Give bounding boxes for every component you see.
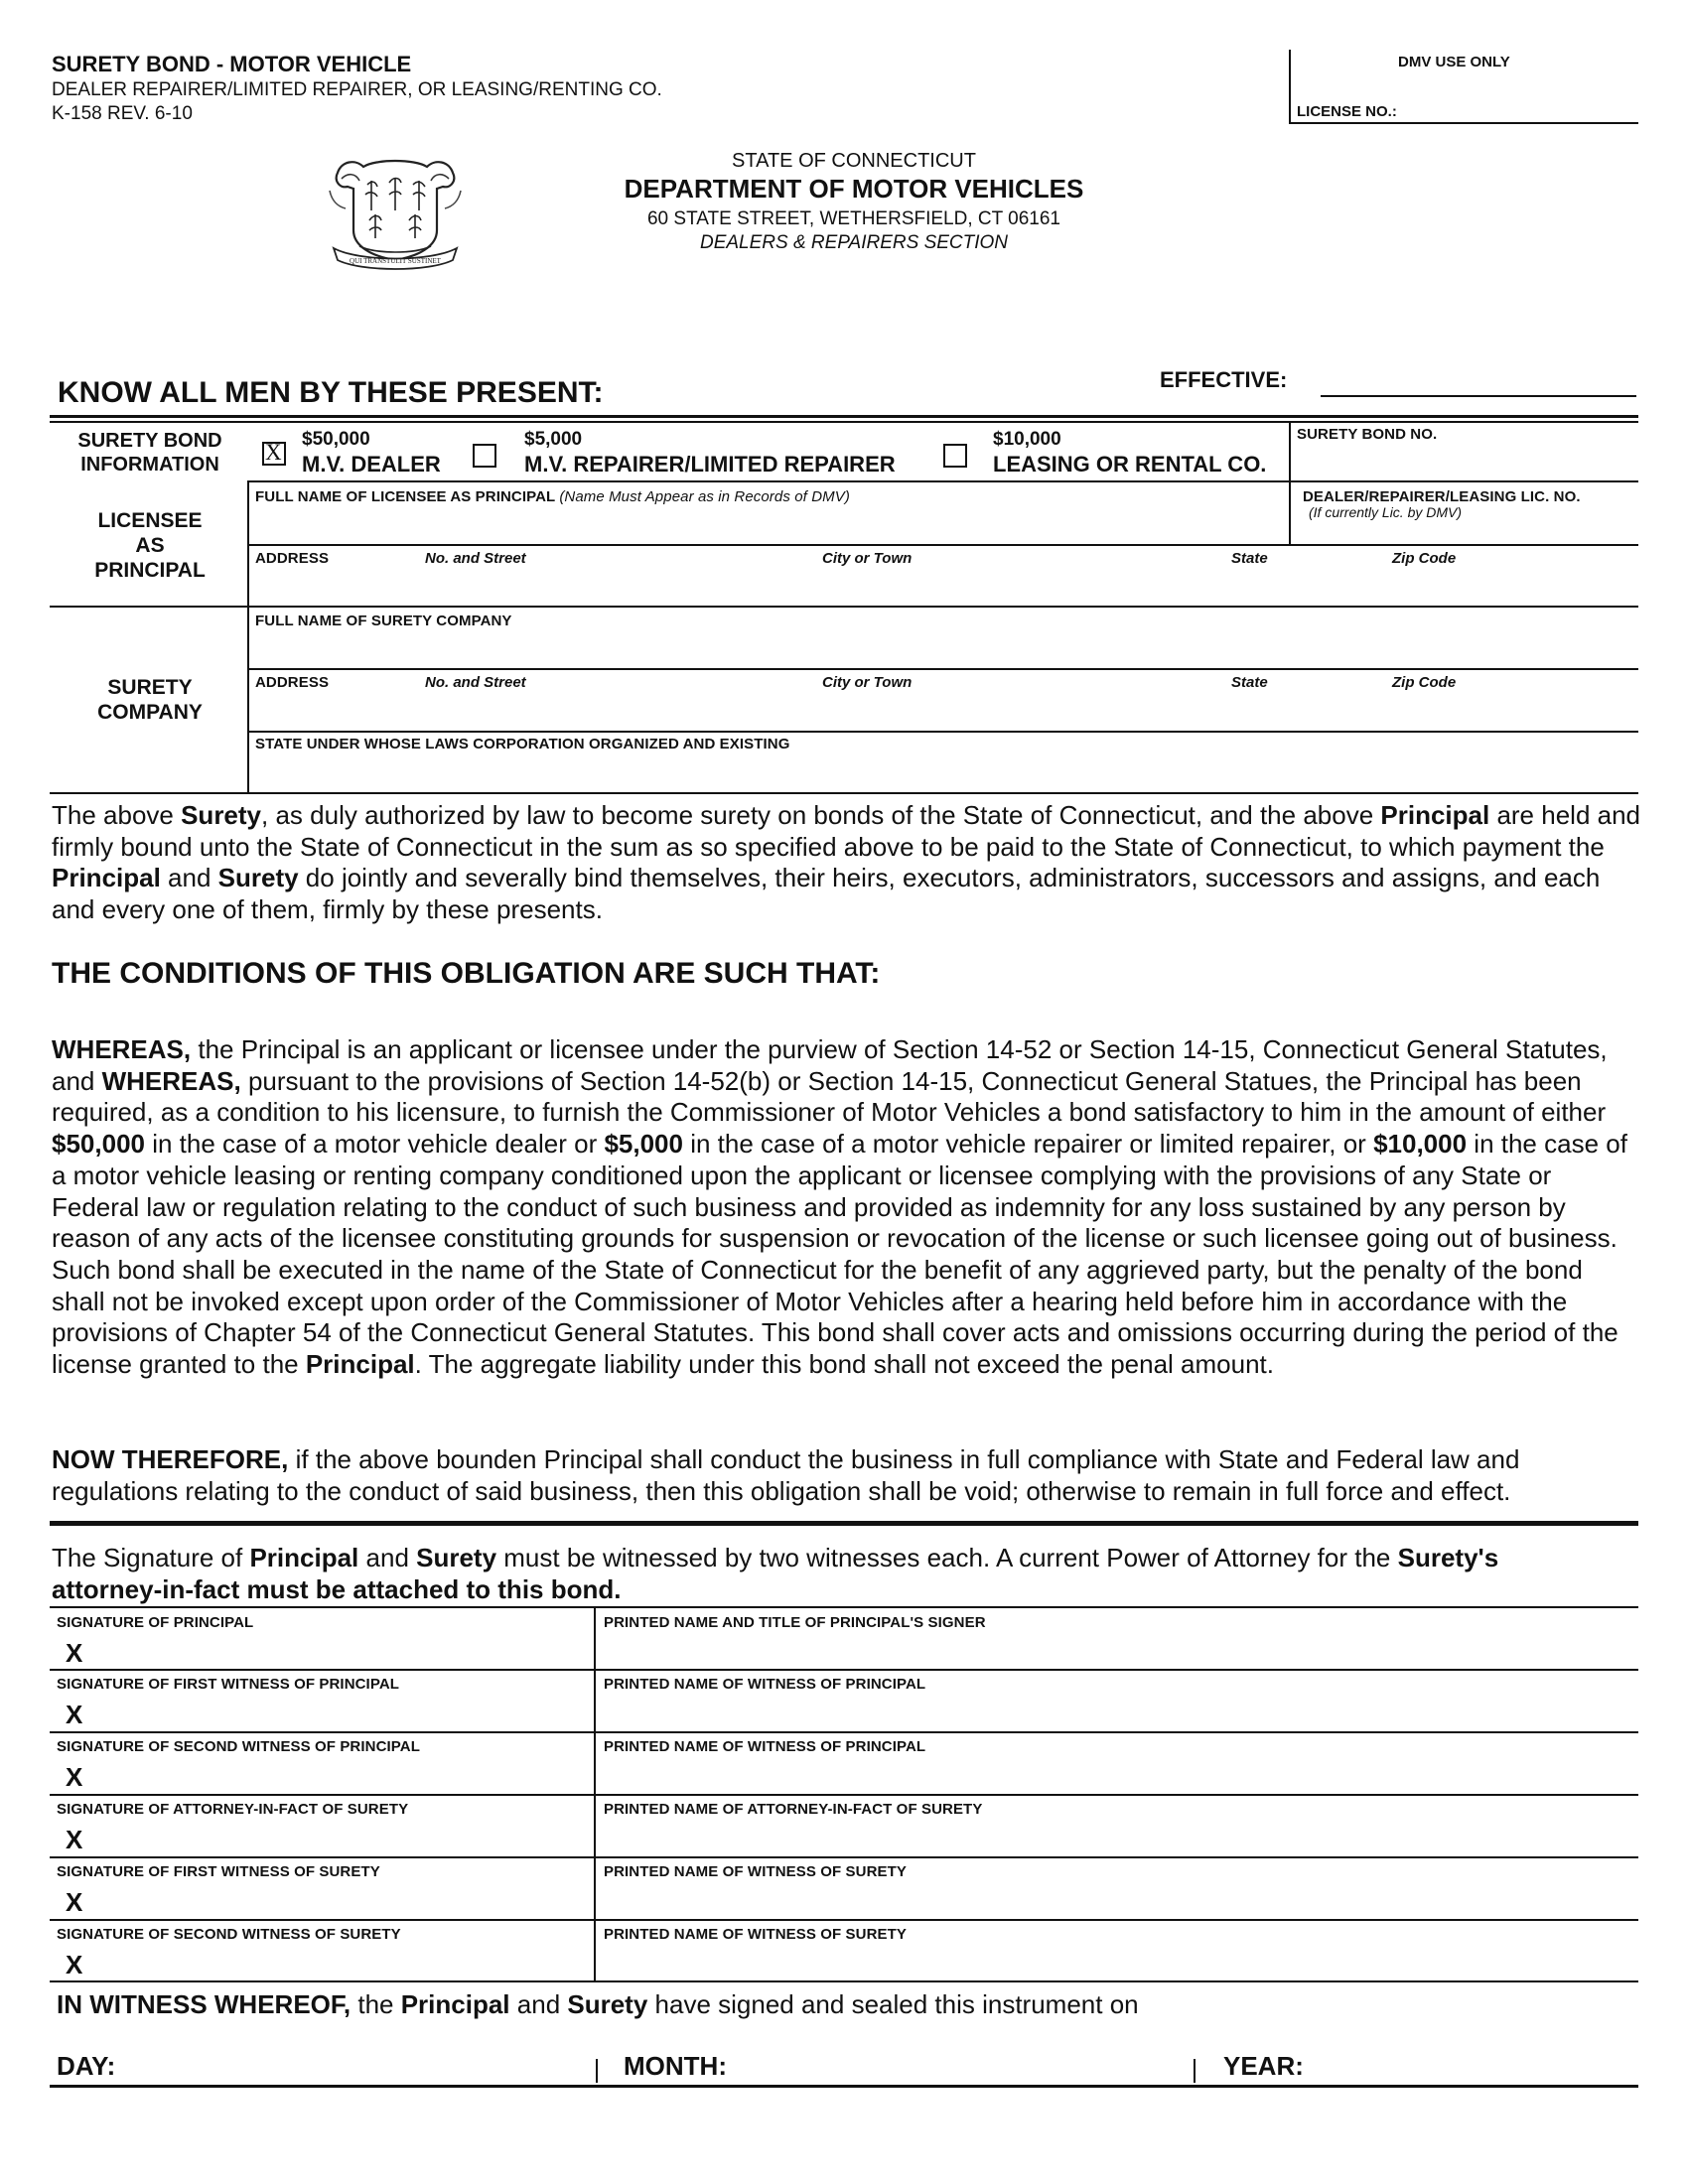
- option-repairer-label: M.V. REPAIRER/LIMITED REPAIRER: [524, 452, 896, 477]
- printed-attorney-field[interactable]: [602, 1823, 1634, 1852]
- p1-t2: , as duly authorized by law to become surety on bonds of the State of Connecticut, and the above: [261, 800, 1381, 830]
- w-t3: have signed and sealed this instrument on: [647, 1989, 1139, 2019]
- sn-b4: attorney-in-fact must be attached to this bond.: [52, 1573, 622, 1604]
- signature-section-rule: [50, 1521, 1638, 1526]
- printed-first-witness-principal-field[interactable]: [602, 1698, 1634, 1727]
- p1-t3: are held and firmly bound unto the State of Connecticut in the sum as so specified above to be paid to the State of Connecticut, to which payment the: [52, 800, 1641, 862]
- w-b2: Principal: [400, 1989, 510, 2019]
- day-field[interactable]: [139, 2049, 586, 2081]
- surety-street-label: No. and Street: [425, 674, 526, 691]
- p1-t5: do jointly and severally bind themselves, their heirs, executors, administrators, successors and assigns, and each and every one of them, firmly by these presents.: [52, 863, 1601, 925]
- printed-second-witness-surety-field[interactable]: [602, 1948, 1634, 1978]
- sig-second-witness-surety-label: SIGNATURE OF SECOND WITNESS OF SURETY: [57, 1926, 401, 1943]
- surety-state-org-label: STATE UNDER WHOSE LAWS CORPORATION ORGANIZED AND EXISTING: [255, 736, 790, 752]
- dmv-box-left-border: [1289, 50, 1291, 124]
- month-field[interactable]: [741, 2049, 1186, 2081]
- sn-t1: The Signature of: [52, 1543, 250, 1572]
- w-t2: and: [509, 1989, 568, 2019]
- sig-row-3-line: [50, 1856, 1638, 1858]
- licensee-full-name-text: FULL NAME OF LICENSEE AS PRINCIPAL: [255, 488, 556, 505]
- sig-second-witness-surety-x: X: [66, 1950, 83, 1979]
- repairer-checkbox[interactable]: [473, 444, 496, 468]
- option-dealer-label: M.V. DEALER: [302, 452, 441, 477]
- p2-b6: Principal: [305, 1349, 415, 1380]
- p1-b1: Surety: [181, 800, 262, 830]
- day-month-separator: [596, 2059, 598, 2083]
- seal-motto: QUI TRANSTULIT SUSTINET: [350, 257, 441, 265]
- whereas-paragraph: [52, 1034, 1640, 1381]
- dmv-use-only-label: DMV USE ONLY: [1398, 54, 1510, 70]
- conditions-heading: THE CONDITIONS OF THIS OBLIGATION ARE SUCH THAT:: [52, 957, 881, 990]
- licensee-full-name-note: (Name Must Appear as in Records of DMV): [559, 488, 850, 505]
- sig-first-witness-surety-label: SIGNATURE OF FIRST WITNESS OF SURETY: [57, 1863, 380, 1880]
- row-line-surety-name: [248, 668, 1638, 670]
- option-leasing-amount: $10,000: [993, 429, 1061, 450]
- surety-address-field[interactable]: [254, 693, 1634, 727]
- printed-attorney-label: PRINTED NAME OF ATTORNEY-IN-FACT OF SURETY: [604, 1801, 983, 1818]
- license-no-label: LICENSE NO.:: [1297, 103, 1397, 120]
- surety-full-name-label: FULL NAME OF SURETY COMPANY: [255, 613, 512, 629]
- printed-principal-field[interactable]: [602, 1636, 1634, 1666]
- dealer-checkbox[interactable]: [262, 442, 286, 466]
- printed-first-witness-surety-field[interactable]: [602, 1885, 1634, 1915]
- sig-row-2-line: [50, 1794, 1638, 1796]
- sig-row-5-line: [50, 1980, 1638, 1982]
- printed-principal-label: PRINTED NAME AND TITLE OF PRINCIPAL'S SIGNER: [604, 1614, 986, 1631]
- sn-b2: Surety: [416, 1543, 497, 1572]
- dmv-box-bottom-border: [1289, 122, 1638, 124]
- surety-label: [56, 675, 244, 725]
- sig-attorney-label: SIGNATURE OF ATTORNEY-IN-FACT OF SURETY: [57, 1801, 409, 1818]
- p2-t2: pursuant to the provisions of Section 14-52(b) or Section 14-15, Connecticut General Statues, the Principal has been required, as a condition to his licensure, to furnish the Commissioner of Motor Vehicles a bond satisfactory to him in the amount of either: [52, 1065, 1607, 1128]
- dealer-lic-no-field[interactable]: [1297, 522, 1634, 544]
- p1-b3: Principal: [52, 863, 161, 893]
- sig-second-witness-surety-field[interactable]: [95, 1948, 588, 1978]
- p3-t1: if the above bounden Principal shall conduct the business in full compliance with State and Federal law and regulations relating to the conduct of said business, then this obligation shall be void; otherwise to remain in full force and effect.: [52, 1444, 1520, 1506]
- leasing-checkbox[interactable]: [943, 444, 967, 468]
- sig-first-witness-principal-label: SIGNATURE OF FIRST WITNESS OF PRINCIPAL: [57, 1676, 400, 1693]
- sig-principal-x: X: [66, 1638, 83, 1668]
- sn-t2: and: [358, 1543, 417, 1572]
- sig-attorney-field[interactable]: [95, 1823, 588, 1852]
- licensee-street-label: No. and Street: [425, 550, 526, 567]
- surety-address-label: ADDRESS: [255, 674, 330, 691]
- bond-no-divider: [1289, 421, 1291, 544]
- row-line-licensee-address: [50, 606, 1638, 608]
- option-dealer-amount: $50,000: [302, 429, 370, 450]
- p2-t1: the Principal is an applicant or licensee under the purview of Section 14-52 or Section 14-15, Connecticut General Statutes, and: [52, 1034, 1608, 1096]
- sig-first-witness-surety-x: X: [66, 1887, 83, 1917]
- p1-b2: Principal: [1380, 800, 1490, 830]
- licensee-label: [56, 508, 244, 583]
- bond-info-label: [56, 429, 244, 477]
- sig-first-witness-surety-field[interactable]: [95, 1885, 588, 1915]
- licensee-state-label: State: [1231, 550, 1268, 567]
- witness-statement: [57, 1989, 1139, 2020]
- licensee-full-name-label: [255, 488, 850, 505]
- month-label: MONTH:: [624, 2051, 727, 2081]
- p2-t4: in the case of a motor vehicle repairer or limited repairer, or: [682, 1129, 1374, 1160]
- sig-attorney-x: X: [66, 1825, 83, 1854]
- option-repairer-amount: $5,000: [524, 429, 583, 450]
- table-bottom-rule: [50, 792, 1638, 794]
- date-line: [50, 2085, 1638, 2088]
- sig-table-top: [50, 1606, 1638, 1608]
- p3-b1: NOW THEREFORE,: [52, 1444, 289, 1474]
- sig-first-witness-principal-field[interactable]: [95, 1698, 588, 1727]
- surety-state-org-field[interactable]: [254, 754, 1634, 788]
- surety-zip-label: Zip Code: [1392, 674, 1457, 691]
- printed-second-witness-principal-field[interactable]: [602, 1760, 1634, 1790]
- w-b3: Surety: [567, 1989, 648, 2019]
- printed-second-witness-principal-label: PRINTED NAME OF WITNESS OF PRINCIPAL: [604, 1738, 926, 1755]
- surety-label-line2: COMPANY: [97, 701, 203, 724]
- signature-note: [52, 1543, 1640, 1605]
- sig-row-0-line: [50, 1669, 1638, 1671]
- row-line-bond: [248, 480, 1638, 482]
- p2-b3: $50,000: [52, 1129, 145, 1160]
- sig-first-witness-principal-x: X: [66, 1700, 83, 1729]
- licensee-city-label: City or Town: [822, 550, 913, 567]
- p2-b5: $10,000: [1373, 1129, 1468, 1160]
- know-all-heading: KNOW ALL MEN BY THESE PRESENT:: [58, 376, 604, 409]
- sig-principal-field[interactable]: [95, 1636, 588, 1666]
- bond-info-label-line1: SURETY BOND: [77, 430, 222, 452]
- day-label: DAY:: [57, 2051, 116, 2081]
- row-line-licensee-name: [248, 544, 1638, 546]
- agency-department: DEPARTMENT OF MOTOR VEHICLES: [624, 174, 1084, 204]
- option-leasing-label: LEASING OR RENTAL CO.: [993, 452, 1267, 477]
- sn-b1: Principal: [249, 1543, 359, 1572]
- effective-date-line: [1321, 395, 1636, 397]
- printed-second-witness-surety-label: PRINTED NAME OF WITNESS OF SURETY: [604, 1926, 907, 1943]
- bond-paragraph: [52, 800, 1640, 926]
- year-field[interactable]: [1313, 2049, 1634, 2081]
- p2-t5: in the case of a motor vehicle leasing or renting company conditioned upon the applicant or licensee complying with the provisions of any State or Federal law or regulation relating to the conduct of such business and provided as indemnity for any loss sustained by any person by reason of any acts of the licensee constituting grounds for suspension or revocation of the license or such licensee going out of business. Such bond shall be executed in the name of the State of Connecticut for the benefit of any aggrieved party, but the penalty of the bond shall not be invoked except upon order of the Commissioner of Motor Vehicles after a hearing held before him in accordance with the provisions of Chapter 54 of the Connecticut General Statutes. This bond shall cover acts and omissions occurring during the period of the license granted to the: [52, 1129, 1627, 1380]
- sn-t3: must be witnessed by two witnesses each. A current Power of Attorney for the: [496, 1543, 1398, 1572]
- sig-row-4-line: [50, 1919, 1638, 1921]
- printed-first-witness-principal-label: PRINTED NAME OF WITNESS OF PRINCIPAL: [604, 1676, 926, 1693]
- effective-label: EFFECTIVE:: [1160, 367, 1288, 392]
- licensee-address-field[interactable]: [254, 570, 1634, 604]
- sig-second-witness-principal-label: SIGNATURE OF SECOND WITNESS OF PRINCIPAL: [57, 1738, 420, 1755]
- p2-b4: $5,000: [604, 1129, 683, 1160]
- licensee-zip-label: Zip Code: [1392, 550, 1457, 567]
- dealer-lic-no-label: DEALER/REPAIRER/LEASING LIC. NO.: [1303, 488, 1581, 505]
- row-line-surety-address: [248, 731, 1638, 733]
- w-b1: IN WITNESS WHEREOF,: [57, 1989, 352, 2019]
- agency-address: 60 STATE STREET, WETHERSFIELD, CT 06161: [646, 208, 1060, 229]
- sig-row-1-line: [50, 1731, 1638, 1733]
- surety-label-line1: SURETY: [107, 676, 193, 699]
- p1-b4: Surety: [217, 863, 299, 893]
- form-number: K-158 REV. 6-10: [52, 103, 193, 124]
- month-year-separator: [1194, 2059, 1196, 2083]
- sig-second-witness-principal-field[interactable]: [95, 1760, 588, 1790]
- licensee-label-line1: LICENSEE: [97, 509, 203, 532]
- surety-bond-no-label: SURETY BOND NO.: [1297, 426, 1438, 443]
- p1-t4: and: [160, 863, 218, 893]
- table-top-rule: [50, 415, 1638, 418]
- surety-city-label: City or Town: [822, 674, 913, 691]
- label-column-divider: [247, 480, 249, 792]
- licensee-full-name-field[interactable]: [254, 508, 1283, 542]
- connecticut-seal: [320, 151, 471, 274]
- printed-first-witness-surety-label: PRINTED NAME OF WITNESS OF SURETY: [604, 1863, 907, 1880]
- w-t1: the: [351, 1989, 401, 2019]
- sig-second-witness-principal-x: X: [66, 1762, 83, 1792]
- licensee-label-line3: PRINCIPAL: [94, 559, 206, 582]
- licensee-address-label: ADDRESS: [255, 550, 330, 567]
- agency-state: STATE OF CONNECTICUT: [732, 150, 976, 172]
- p1-t1: The above: [52, 800, 182, 830]
- surety-state-label: State: [1231, 674, 1268, 691]
- form-subtitle: DEALER REPAIRER/LIMITED REPAIRER, OR LEASING/RENTING CO.: [52, 79, 662, 100]
- surety-full-name-field[interactable]: [254, 631, 1634, 665]
- agency-section: DEALERS & REPAIRERS SECTION: [699, 232, 1009, 253]
- dealer-checkbox-mark: X: [265, 440, 282, 465]
- p2-t6: . The aggregate liability under this bond shall not exceed the penal amount.: [414, 1349, 1274, 1380]
- now-therefore-paragraph: [52, 1444, 1640, 1507]
- effective-date-field[interactable]: [1321, 367, 1636, 393]
- licensee-label-line2: AS: [135, 534, 165, 557]
- sn-b3: Surety's: [1397, 1543, 1499, 1572]
- p2-t3: in the case of a motor vehicle dealer or: [144, 1129, 605, 1160]
- p2-b1: WHEREAS,: [52, 1034, 192, 1064]
- sig-principal-label: SIGNATURE OF PRINCIPAL: [57, 1614, 254, 1631]
- form-title: SURETY BOND - MOTOR VEHICLE: [52, 52, 412, 76]
- bond-info-label-line2: INFORMATION: [80, 454, 219, 476]
- p2-b2: WHEREAS,: [101, 1065, 241, 1096]
- dealer-lic-no-note: (If currently Lic. by DMV): [1309, 504, 1463, 520]
- surety-bond-no-field[interactable]: [1297, 445, 1634, 478]
- license-no-field[interactable]: [1410, 95, 1630, 119]
- year-label: YEAR:: [1223, 2051, 1304, 2081]
- table-top-rule-inner: [50, 421, 1638, 423]
